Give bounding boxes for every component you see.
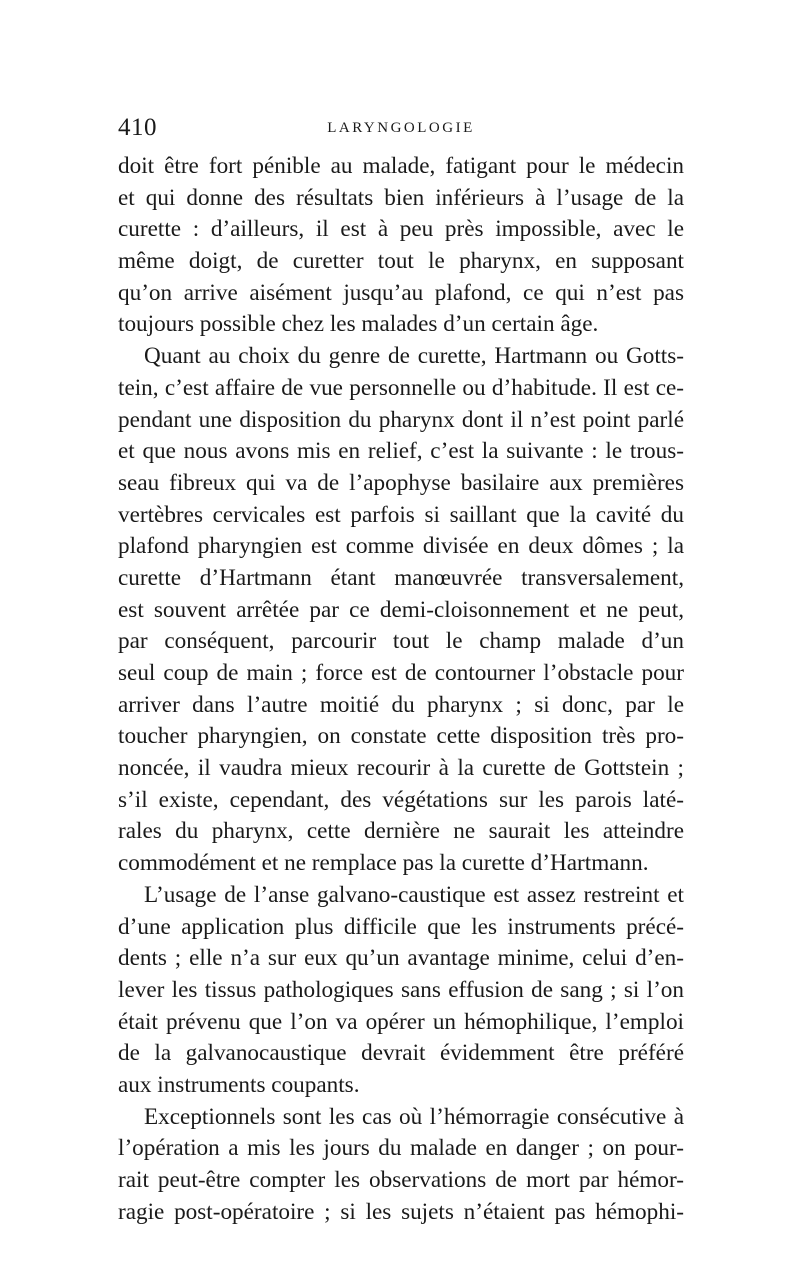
text-line: qu’on arrive aisément jusqu’au plafond, ce qui n’est pas [118,279,684,306]
text-line: noncée, il vaudra mieux recourir à la curette de Gottstein ; [118,755,684,782]
text-line: l’opération a mis les jours du malade en danger ; on pour- [118,1135,684,1162]
text-line: s’il existe, cependant, des végétations sur les parois laté- [118,786,684,813]
text-line: curette d’Hartmann étant manœuvrée transversalement, [118,564,684,591]
text-line: pendant une disposition du pharynx dont il n’est point parlé [118,406,684,433]
text-line: même doigt, de curetter tout le pharynx, en supposant [118,248,684,275]
text-line: rait peut-être compter les observations de mort par hémor- [118,1167,684,1193]
text-line: seau fibreux qui va de l’apophyse basilaire aux premières [118,469,684,496]
paragraph-4 [118,1102,684,1229]
text-line: rales du pharynx, cette dernière ne saurait les atteindre [118,818,684,845]
paragraph-1 [118,151,684,341]
text-line: curette : d’ailleurs, il est à peu près impossible, avec le [118,216,684,243]
paragraph-2 [118,341,684,880]
text-line: est souvent arrêtée par ce demi-cloisonnement et ne peut, [118,596,684,623]
text-line: seul coup de main ; force est de contourner l’obstacle pour [118,660,684,686]
text-line: plafond pharyngien est comme divisée en deux dômes ; la [118,533,684,560]
text-line: tein, c’est affaire de vue personnelle ou d’habitude. Il est ce- [118,374,684,401]
text-line: aux instruments coupants. [118,1071,360,1098]
text-line: de la galvanocaustique devrait évidemment être préféré [118,1040,684,1067]
text-line: doit être fort pénible au malade, fatigant pour le médecin [118,153,684,179]
running-head [118,114,684,144]
paragraph-3 [118,880,684,1102]
text-line: par conséquent, parcourir tout le champ malade d’un [118,628,684,655]
text-line: toucher pharyngien, on constate cette disposition très pro- [118,723,684,750]
text-line: d’une application plus difficile que les instruments précé- [118,913,684,940]
page-number: 410 [118,114,157,141]
text-line: ragie post-opératoire ; si les sujets n’étaient pas hémophi- [118,1198,684,1225]
running-title: LARYNGOLOGIE [327,120,475,136]
text-line: L’usage de l’anse galvano-caustique est assez restreint et [144,881,684,908]
text-line: commodément et ne remplace pas la curette d’Hartmann. [118,850,649,877]
text-line: était prévenu que l’on va opérer un hémophilique, l’emploi [118,1008,684,1035]
text-line: Exceptionnels sont les cas où l’hémorragie consécutive à [144,1103,684,1130]
text-line: arriver dans l’autre moitié du pharynx ; si donc, par le [118,691,684,718]
text-line: lever les tissus pathologiques sans effusion de sang ; si l’on [118,976,684,1003]
text-line: vertèbres cervicales est parfois si saillant que la cavité du [118,501,684,528]
text-line: et qui donne des résultats bien inférieurs à l’usage de la [118,184,684,211]
text-line: et que nous avons mis en relief, c’est la suivante : le trous- [118,438,684,465]
text-line: Quant au choix du genre de curette, Hartmann ou Gotts- [144,343,684,370]
text-line: dents ; elle n’a sur eux qu’un avantage minime, celui d’en- [118,945,684,972]
body-text [118,151,684,1228]
text-line: toujours possible chez les malades d’un certain âge. [118,311,599,338]
